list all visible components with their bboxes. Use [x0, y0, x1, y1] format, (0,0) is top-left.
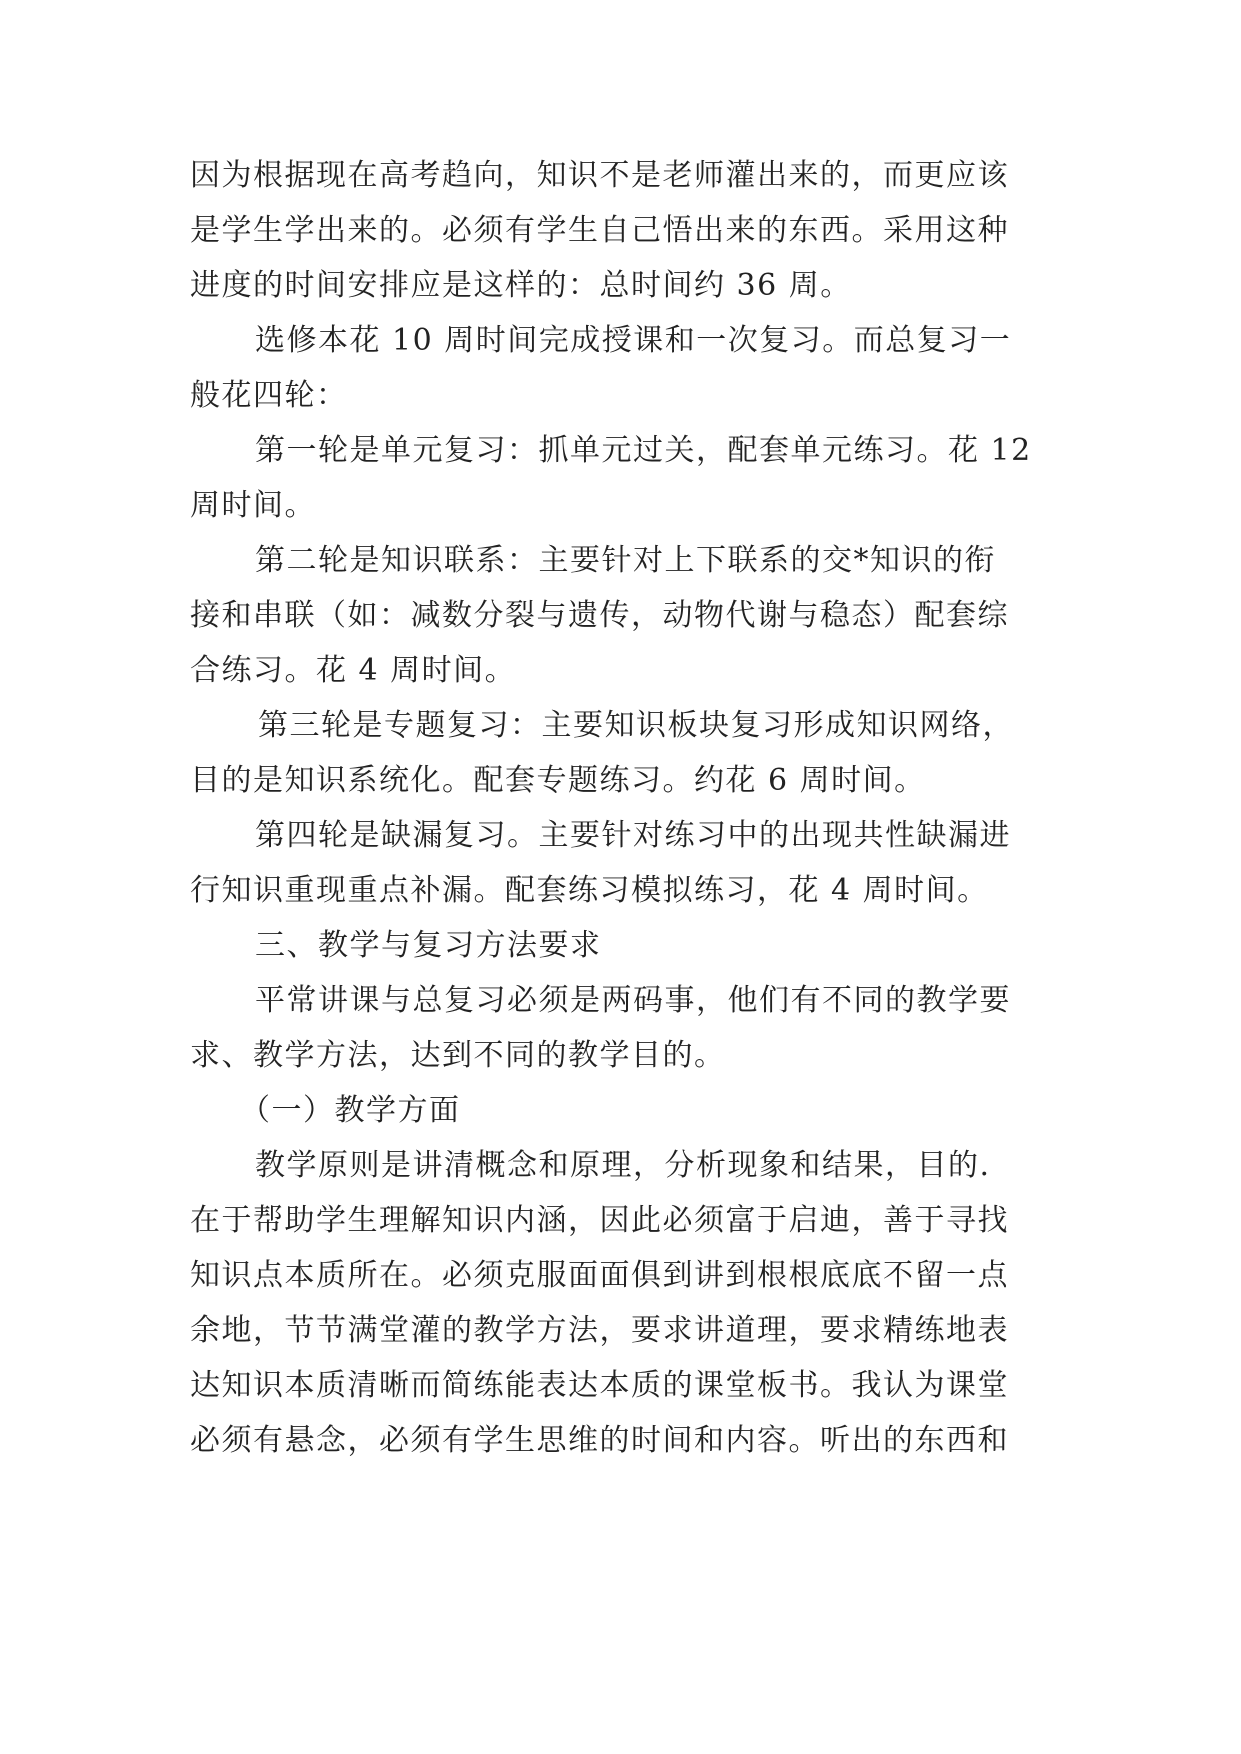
- text-line: 般花四轮：: [190, 378, 348, 413]
- text-line: 达知识本质清晰而简练能表达本质的课堂板书。我认为课堂: [190, 1368, 1009, 1403]
- text-line: 第一轮是单元复习：抓单元过关，配套单元练习。花 12: [255, 433, 1032, 468]
- subsection-heading: （一）教学方面: [240, 1093, 461, 1128]
- text-line: 求、教学方法，达到不同的教学目的。: [190, 1038, 726, 1073]
- text-line: 第二轮是知识联系：主要针对上下联系的交*知识的衔: [255, 543, 996, 578]
- text-line: 是学生学出来的。必须有学生自己悟出来的东西。采用这种: [190, 213, 1009, 248]
- text-line: 行知识重现重点补漏。配套练习模拟练习，花 4 周时间。: [190, 873, 989, 908]
- text-line: 在于帮助学生理解知识内涵，因此必须富于启迪，善于寻找: [190, 1203, 1009, 1238]
- text-line: 余地，节节满堂灌的教学方法，要求讲道理，要求精练地表: [190, 1313, 1009, 1348]
- text-line: 接和串联（如：减数分裂与遗传，动物代谢与稳态）配套综: [190, 598, 1009, 633]
- text-line: 选修本花 10 周时间完成授课和一次复习。而总复习一: [255, 323, 1012, 358]
- text-line: 教学原则是讲清概念和原理，分析现象和结果，目的.: [255, 1148, 991, 1183]
- text-line: 第四轮是缺漏复习。主要针对练习中的出现共性缺漏进: [255, 818, 1011, 853]
- text-line: 知识点本质所在。必须克服面面俱到讲到根根底底不留一点: [190, 1258, 1009, 1293]
- text-line: 周时间。: [190, 488, 316, 523]
- text-line: 第三轮是专题复习：主要知识板块复习形成知识网络，: [258, 708, 1014, 743]
- text-line: 必须有悬念，必须有学生思维的时间和内容。听出的东西和: [190, 1423, 1009, 1458]
- text-line: 因为根据现在高考趋向，知识不是老师灌出来的，而更应该: [190, 158, 1009, 193]
- section-heading: 三、教学与复习方法要求: [255, 928, 602, 963]
- text-line: 合练习。花 4 周时间。: [190, 653, 517, 688]
- text-line: 平常讲课与总复习必须是两码事，他们有不同的教学要: [255, 983, 1011, 1018]
- text-line: 目的是知识系统化。配套专题练习。约花 6 周时间。: [190, 763, 926, 798]
- text-line: 进度的时间安排应是这样的：总时间约 36 周。: [190, 268, 852, 303]
